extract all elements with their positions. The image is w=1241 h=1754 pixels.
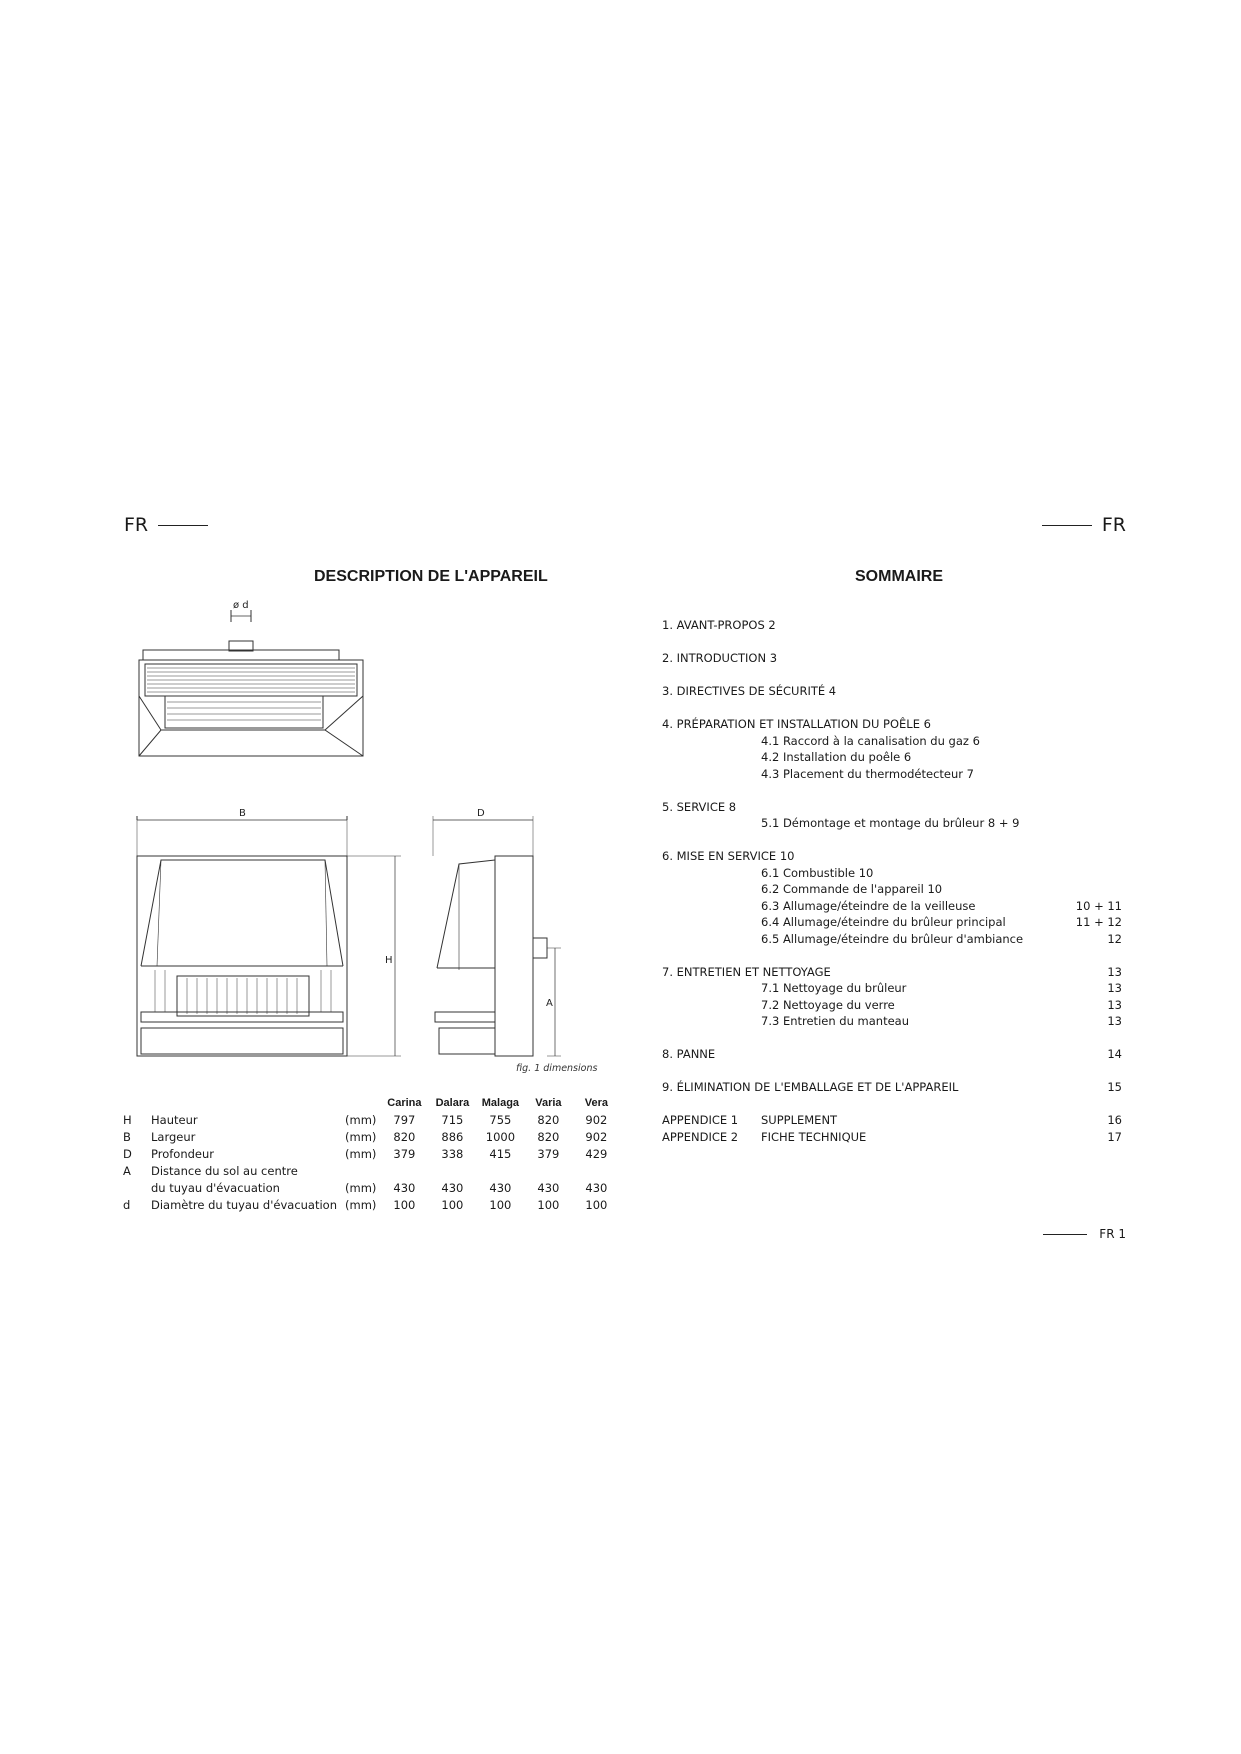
- table-of-contents: [662, 617, 1122, 1145]
- dimensions-table: [117, 1097, 620, 1214]
- cell: 715: [441, 1113, 464, 1127]
- table-row: [117, 1163, 620, 1180]
- cell: 755: [489, 1113, 512, 1127]
- toc-page-number: 17: [1107, 1129, 1122, 1144]
- toc-entry-text: 1. AVANT-PROPOS 2: [662, 618, 776, 632]
- toc-appendix[interactable]: [662, 1129, 1122, 1146]
- toc-entry[interactable]: [662, 964, 1122, 981]
- cell: 902: [585, 1113, 608, 1127]
- toc-entry-text: 6.2 Commande de l'appareil 10: [761, 882, 943, 896]
- toc-entry-text: 8. PANNE: [662, 1047, 716, 1061]
- cell: [428, 1163, 476, 1180]
- cell: 429: [585, 1147, 608, 1161]
- toc-entry[interactable]: [662, 1046, 1122, 1063]
- toc-entry[interactable]: [662, 617, 1122, 634]
- row-label: Diamètre du tuyau d'évacuation: [151, 1198, 338, 1212]
- row-label: Distance du sol au centre: [151, 1164, 298, 1178]
- toc-subentry[interactable]: [662, 997, 1122, 1014]
- appliance-dimension-drawing: [125, 598, 607, 1078]
- label-H: H: [385, 955, 393, 966]
- cell: 100: [441, 1198, 464, 1212]
- toc-page-number: 13: [1107, 964, 1122, 979]
- toc-subentry[interactable]: [662, 980, 1122, 997]
- row-label: Profondeur: [151, 1147, 215, 1161]
- row-label: du tuyau d'évacuation: [151, 1181, 280, 1195]
- toc-entry[interactable]: [662, 683, 1122, 700]
- toc-subentry[interactable]: [662, 914, 1122, 931]
- toc-subentry[interactable]: [662, 931, 1122, 948]
- toc-subentry[interactable]: [662, 1013, 1122, 1030]
- label-D: D: [477, 808, 485, 819]
- col-header: Malaga: [481, 1097, 520, 1109]
- cell: 797: [393, 1113, 416, 1127]
- toc-appendix[interactable]: [662, 1112, 1122, 1129]
- right-page-header: [1042, 514, 1126, 536]
- row-code: [117, 1180, 141, 1197]
- appendix-title: FICHE TECHNIQUE: [761, 1129, 867, 1144]
- row-code: A: [123, 1164, 131, 1178]
- table-row: [117, 1197, 620, 1214]
- toc-entry-text: 6.5 Allumage/éteindre du brûleur d'ambiance: [761, 931, 1024, 946]
- row-unit: (mm): [345, 1198, 377, 1212]
- col-header: Varia: [535, 1097, 562, 1109]
- row-code: d: [123, 1198, 131, 1212]
- cell: 820: [537, 1113, 560, 1127]
- toc-page-number: 13: [1107, 1014, 1122, 1028]
- cell: 902: [585, 1130, 608, 1144]
- cell: 430: [489, 1181, 512, 1195]
- cell: 430: [585, 1181, 608, 1195]
- cell: 415: [489, 1147, 512, 1161]
- cell: 430: [441, 1181, 464, 1195]
- page-number: FR 1: [1099, 1227, 1126, 1241]
- row-code: D: [123, 1147, 132, 1161]
- toc-subentry[interactable]: [662, 865, 1122, 882]
- toc-entry[interactable]: [662, 848, 1122, 865]
- right-header-rule: [1042, 525, 1092, 526]
- cell: 430: [393, 1181, 416, 1195]
- toc-entry-text: 4.3 Placement du thermodétecteur 7: [761, 766, 974, 781]
- cell: 820: [393, 1130, 416, 1144]
- cell: [524, 1163, 572, 1180]
- left-lang-label: FR: [124, 514, 149, 536]
- label-od: ø d: [233, 600, 249, 611]
- right-page-title: SOMMAIRE: [855, 568, 943, 585]
- row-unit: [341, 1163, 380, 1180]
- toc-subentry[interactable]: [662, 898, 1122, 915]
- toc-page-number: 15: [1107, 1080, 1122, 1094]
- toc-subentry[interactable]: [662, 815, 1122, 832]
- toc-entry-text: 5. SERVICE 8: [662, 799, 737, 814]
- row-code: B: [123, 1130, 131, 1144]
- toc-entry-text: 5.1 Démontage et montage du brûleur 8 + 9: [761, 816, 1020, 830]
- toc-entry[interactable]: [662, 1079, 1122, 1096]
- cell: 100: [537, 1198, 560, 1212]
- toc-page-number: 11 + 12: [1075, 915, 1122, 929]
- toc-entry-text: 2. INTRODUCTION 3: [662, 651, 778, 665]
- cell: 379: [537, 1147, 560, 1161]
- cell: [380, 1163, 428, 1180]
- left-page-header: [124, 514, 208, 536]
- row-unit: (mm): [345, 1113, 377, 1127]
- toc-subentry[interactable]: [662, 881, 1122, 898]
- row-unit: (mm): [345, 1181, 377, 1195]
- col-header: Dalara: [435, 1097, 470, 1109]
- right-lang-label: FR: [1101, 514, 1126, 536]
- toc-subentry[interactable]: [662, 749, 1122, 766]
- front-view: [137, 816, 401, 1056]
- row-unit: (mm): [345, 1147, 377, 1161]
- toc-entry-text: 9. ÉLIMINATION DE L'EMBALLAGE ET DE L'APPAREIL: [662, 1080, 959, 1094]
- table-row: [117, 1129, 620, 1146]
- toc-entry-text: 7. ENTRETIEN ET NETTOYAGE: [662, 964, 831, 979]
- table-row: [117, 1146, 620, 1163]
- cell: 338: [441, 1147, 464, 1161]
- label-B: B: [239, 808, 246, 819]
- figure-caption: fig. 1 dimensions: [516, 1063, 598, 1074]
- toc-entry-text: 4. PRÉPARATION ET INSTALLATION DU POÊLE 6: [662, 717, 931, 731]
- row-code: H: [123, 1113, 132, 1127]
- cell: 100: [393, 1198, 416, 1212]
- label-A: A: [546, 998, 553, 1009]
- cell: 100: [489, 1198, 512, 1212]
- toc-entry-text: 6. MISE EN SERVICE 10: [662, 849, 795, 863]
- appendix-title: SUPPLEMENT: [761, 1113, 838, 1127]
- appendix-label: APPENDICE 2: [662, 1129, 739, 1144]
- toc-page-number: 13: [1107, 981, 1122, 995]
- toc-page-number: 14: [1107, 1047, 1122, 1061]
- top-view: [139, 610, 363, 756]
- toc-entry-text: 7.2 Nettoyage du verre: [761, 997, 895, 1012]
- left-header-rule: [158, 525, 208, 526]
- row-unit: (mm): [345, 1130, 377, 1144]
- toc-entry-text: 4.2 Installation du poêle 6: [761, 750, 912, 764]
- table-row: [117, 1112, 620, 1129]
- toc-entry[interactable]: [662, 650, 1122, 667]
- toc-subentry[interactable]: [662, 766, 1122, 783]
- toc-entry-text: 3. DIRECTIVES DE SÉCURITÉ 4: [662, 684, 837, 698]
- cell: 886: [441, 1130, 464, 1144]
- toc-page-number: 12: [1107, 931, 1122, 946]
- toc-entry-text: 6.1 Combustible 10: [761, 865, 874, 880]
- toc-entry-text: 4.1 Raccord à la canalisation du gaz 6: [761, 733, 980, 748]
- toc-page-number: 16: [1107, 1113, 1122, 1127]
- toc-page-number: 13: [1107, 997, 1122, 1012]
- toc-entry[interactable]: [662, 799, 1122, 816]
- cell: 100: [585, 1198, 608, 1212]
- toc-page-number: 10 + 11: [1075, 898, 1122, 913]
- row-label: Hauteur: [151, 1113, 198, 1127]
- toc-entry-text: 7.1 Nettoyage du brûleur: [761, 981, 907, 995]
- table-row: [117, 1180, 620, 1197]
- cell: 430: [537, 1181, 560, 1195]
- side-view: [433, 816, 561, 1056]
- cell: 379: [393, 1147, 416, 1161]
- left-page-title: DESCRIPTION DE L'APPAREIL: [314, 568, 548, 585]
- cell: 1000: [485, 1130, 516, 1144]
- toc-entry[interactable]: [662, 716, 1122, 733]
- toc-entry-text: 6.3 Allumage/éteindre de la veilleuse: [761, 898, 976, 913]
- row-label: Largeur: [151, 1130, 196, 1144]
- cell: 820: [537, 1130, 560, 1144]
- col-header: Vera: [584, 1097, 609, 1109]
- page-footer: [1043, 1227, 1126, 1241]
- table-header-row: [117, 1097, 620, 1112]
- toc-entry-text: 7.3 Entretien du manteau: [761, 1014, 909, 1028]
- toc-subentry[interactable]: [662, 733, 1122, 750]
- appendix-label: APPENDICE 1: [662, 1113, 739, 1127]
- footer-rule: [1043, 1234, 1087, 1235]
- col-header: Carina: [387, 1097, 422, 1109]
- toc-entry-text: 6.4 Allumage/éteindre du brûleur principal: [761, 915, 1006, 929]
- cell: [476, 1163, 524, 1180]
- cell: [572, 1163, 620, 1180]
